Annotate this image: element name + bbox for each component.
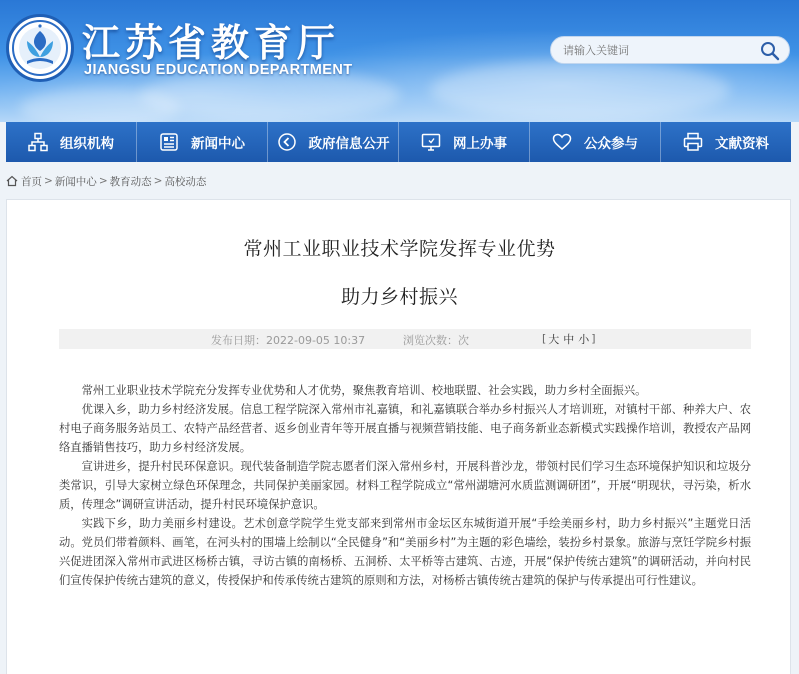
nav-item-online-services[interactable] <box>399 122 530 162</box>
header-cloud-decoration <box>20 88 180 122</box>
breadcrumb-separator: > <box>44 175 53 187</box>
search-button[interactable] <box>759 40 781 62</box>
bracket-open: [ <box>542 332 547 345</box>
font-size-medium[interactable]: 中 <box>563 332 575 346</box>
nav-item-label: 组织机构 <box>60 136 114 152</box>
newspaper-icon <box>159 132 179 152</box>
font-size-small[interactable]: 小 <box>578 332 590 346</box>
nav-item-label: 政府信息公开 <box>308 136 390 152</box>
article-body <box>59 381 751 590</box>
font-size-large[interactable]: 大 <box>548 332 560 346</box>
search-icon <box>759 40 781 62</box>
nav-item-documents[interactable] <box>661 122 791 162</box>
article-paragraph: 宣讲进乡，提升村民环保意识。现代装备制造学院志愿者们深入常州乡村，开展科普沙龙，带领村民们学习生态环境保护知识和垃圾分类常识，引导大家树立绿色环保理念，共同保护美丽家园。材料工程学院成立“常州湖塘河水质监测调研团”，开展“明现状，寻污染，析水质，传理念”调研宣讲活动，提升村民环境保护意识。 <box>59 460 751 511</box>
site-title[interactable]: 江苏省教育厅 <box>82 21 341 65</box>
monitor-icon <box>421 132 441 152</box>
nav-item-public-participation[interactable] <box>530 122 661 162</box>
info-disclosure-icon <box>277 132 297 152</box>
education-emblem-icon <box>9 17 71 79</box>
publish-date: 发布日期：2022-09-05 10:37 <box>211 334 366 347</box>
header-cloud-decoration <box>430 60 730 120</box>
site-logo[interactable] <box>6 14 74 82</box>
view-count: 浏览次数：次 <box>403 334 469 347</box>
breadcrumb-news-center[interactable]: 新闻中心 <box>54 175 97 188</box>
nav-item-label: 公众参与 <box>584 136 638 152</box>
breadcrumb-university-news[interactable]: 高校动态 <box>164 175 207 188</box>
org-chart-icon <box>28 132 48 152</box>
article-meta <box>59 329 751 349</box>
article-paragraph: 优课入乡，助力乡村经济发展。信息工程学院深入常州市礼嘉镇，和礼嘉镇联合举办乡村振兴人才培训班，对镇村干部、种养大户、农村电子商务服务站员工、农特产品经营者、返乡创业青年等开展直播与视频营销技能、电子商务新业态新模式实践操作培训，教授农产品网络直播销售技巧，助力乡村经济发展。 <box>59 403 751 454</box>
nav-item-label: 网上办事 <box>453 136 507 152</box>
home-icon <box>6 175 18 187</box>
breadcrumb-education-news[interactable]: 教育动态 <box>109 175 152 188</box>
printer-icon <box>683 132 703 152</box>
font-size-switcher <box>542 330 596 347</box>
nav-item-label: 新闻中心 <box>191 136 245 152</box>
nav-item-news[interactable] <box>137 122 268 162</box>
breadcrumb <box>6 173 206 189</box>
article-paragraph: 常州工业职业技术学院充分发挥专业优势和人才优势，聚焦教育培训、校地联盟、社会实践，助力乡村全面振兴。 <box>81 384 647 397</box>
breadcrumb-separator: > <box>153 175 163 187</box>
breadcrumb-home[interactable]: 首页 <box>21 175 42 188</box>
breadcrumb-separator: > <box>98 175 108 187</box>
bracket-close: ] <box>591 332 596 345</box>
heart-icon <box>552 132 572 152</box>
nav-item-gov-info[interactable] <box>268 122 399 162</box>
article-paragraph: 实践下乡，助力美丽乡村建设。艺术创意学院学生党支部来到常州市金坛区东城街道开展“手绘美丽乡村，助力乡村振兴”主题党日活动。党员们带着颜料、画笔，在河头村的围墙上绘制以“全民健身”和“美丽乡村”为主题的彩色墙绘，装扮乡村景象。旅游与烹饪学院乡村振兴促进团深入常州市武进区杨桥古镇，寻访古镇的南杨桥、五洞桥、太平桥等古建筑、古迹，开展“保护传统古建筑”的调研活动，并向村民们宣传保护传统古建筑的意义，传授保护和传承传统古建筑的原则和方法，对杨桥古镇传统古建筑的保护与传承提出可行性建议。 <box>59 517 751 587</box>
main-nav <box>6 122 791 162</box>
site-header <box>0 0 799 122</box>
site-subtitle: JIANGSU EDUCATION DEPARTMENT <box>84 62 353 78</box>
search-input[interactable] <box>563 41 753 59</box>
article-title-line1: 常州工业职业技术学院发挥专业优势 <box>243 238 556 260</box>
search-box <box>550 36 790 64</box>
nav-item-organization[interactable] <box>6 122 137 162</box>
nav-item-label: 文献资料 <box>715 136 769 152</box>
article-title-line2: 助力乡村振兴 <box>340 286 458 308</box>
article-panel <box>6 199 791 674</box>
